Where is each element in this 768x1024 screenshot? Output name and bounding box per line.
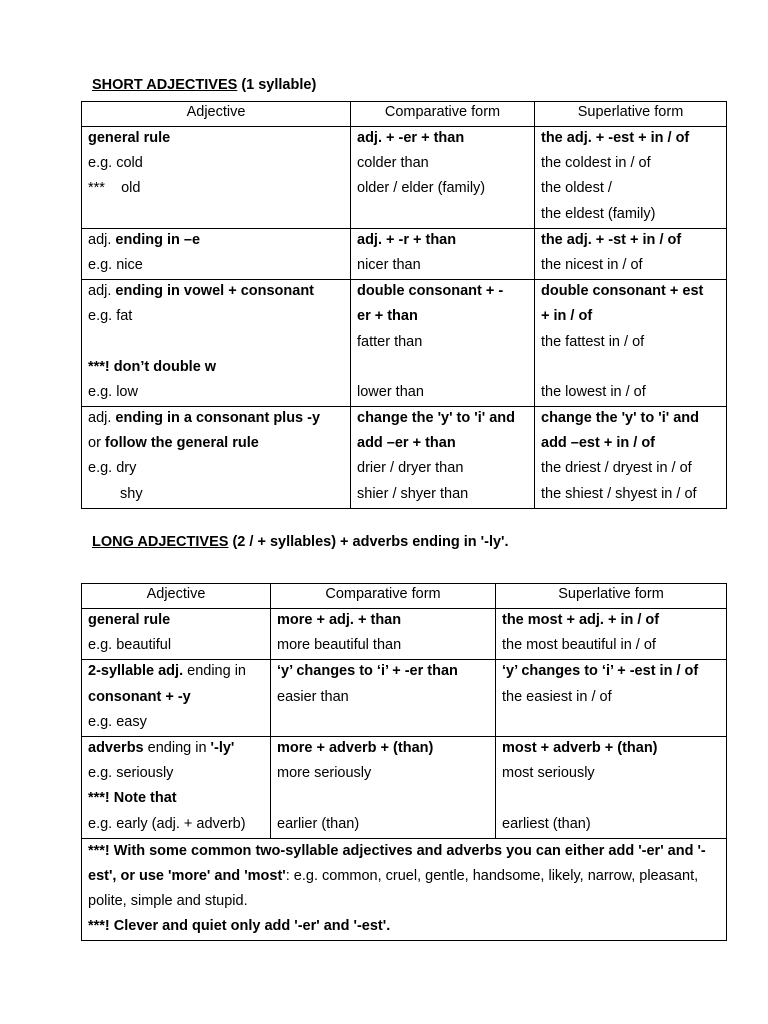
comparative-cell xyxy=(351,407,535,509)
blank-line xyxy=(541,356,720,381)
blank-line xyxy=(88,203,344,228)
example-note xyxy=(88,177,344,202)
superlative-example: the eldest (family) xyxy=(541,205,656,222)
short-adjectives-table xyxy=(81,101,727,509)
table-row xyxy=(82,660,727,737)
note-cell xyxy=(82,838,727,940)
comparative-rule: more + adverb + (than) xyxy=(277,739,434,756)
note-paragraph: ***! Clever and quiet only add '-er' and '-est'. xyxy=(88,918,391,935)
header-comparative: Comparative form xyxy=(271,584,496,609)
note-bold: ***! With some common two-syllable adjectives and adverbs you can either add '-er' and '-est', or use 'more' and 'most' xyxy=(88,842,706,884)
header-adjective: Adjective xyxy=(82,102,351,127)
superlative-example: the shiest / shyest in / of xyxy=(541,485,697,502)
superlative-example: the most beautiful in / of xyxy=(502,637,656,654)
comparative-example: nicer than xyxy=(357,256,421,273)
superlative-rule: change the 'y' to 'i' and xyxy=(541,410,700,427)
superlative-rule: the adj. + -est + in / of xyxy=(541,130,690,146)
adjective-cell xyxy=(82,127,351,229)
rule-bold: '-ly' xyxy=(210,739,235,756)
comparative-example: fatter than xyxy=(357,333,423,350)
rule-alt xyxy=(88,432,344,457)
example: e.g. dry xyxy=(88,460,137,477)
rule-prefix: adj. xyxy=(88,410,116,427)
superlative-example: the fattest in / of xyxy=(541,333,645,350)
example: e.g. fat xyxy=(88,308,133,325)
rule-rest: ending in xyxy=(143,739,211,756)
superlative-example: the coldest in / of xyxy=(541,155,651,172)
superlative-cell xyxy=(496,660,727,737)
blank-line xyxy=(277,787,489,812)
table-row xyxy=(82,609,727,660)
comparative-rule: double consonant + - xyxy=(357,283,504,300)
heading-underlined: LONG ADJECTIVES xyxy=(92,534,229,550)
header-superlative: Superlative form xyxy=(535,102,727,127)
exception-note: ***! Note that xyxy=(88,790,177,807)
example: e.g. early (adj. + adverb) xyxy=(88,815,246,832)
superlative-rule: the most + adj. + in / of xyxy=(502,612,660,628)
comparative-rule: ‘y’ changes to ‘i’ + -er than xyxy=(277,663,458,680)
superlative-example: the driest / dryest in / of xyxy=(541,460,692,477)
rule-bold: ending in vowel + consonant xyxy=(115,283,315,300)
table-header-row xyxy=(82,584,727,609)
comparative-cell xyxy=(351,127,535,229)
comparative-cell xyxy=(351,228,535,279)
example: shy xyxy=(120,485,143,502)
comparative-cell xyxy=(271,660,496,737)
table-row xyxy=(82,127,727,229)
rule-label: general rule xyxy=(88,612,171,628)
superlative-rule: add –est + in / of xyxy=(541,435,656,452)
superlative-rule: ‘y’ changes to ‘i’ + -est in / of xyxy=(502,663,699,680)
comparative-rule: change the 'y' to 'i' and xyxy=(357,410,516,427)
adjective-cell xyxy=(82,407,351,509)
heading-rest: (1 syllable) xyxy=(237,77,317,93)
superlative-rule: the adj. + -st + in / of xyxy=(541,231,682,248)
adjective-cell xyxy=(82,660,271,737)
superlative-rule: most + adverb + (than) xyxy=(502,739,658,756)
rule-bold: ending in –e xyxy=(115,231,201,248)
rule-label xyxy=(88,229,344,254)
rule-rest: ending in xyxy=(183,663,246,680)
superlative-cell xyxy=(496,736,727,838)
superlative-example: the nicest in / of xyxy=(541,256,643,273)
superlative-example: the oldest / xyxy=(541,180,612,197)
adjective-cell xyxy=(82,609,271,660)
rule-bold: adverbs xyxy=(88,739,144,756)
superlative-cell xyxy=(535,127,727,229)
superlative-cell xyxy=(535,407,727,509)
rule-prefix: or xyxy=(88,435,105,452)
heading-underlined: SHORT ADJECTIVES xyxy=(92,77,238,93)
rule-label xyxy=(88,407,344,432)
comparative-rule: er + than xyxy=(357,308,418,325)
table-header-row xyxy=(82,102,727,127)
adjective-cell xyxy=(82,228,351,279)
blank-line xyxy=(357,356,528,381)
example-word: old xyxy=(121,180,141,197)
example: e.g. seriously xyxy=(88,765,174,782)
rule-label xyxy=(88,737,264,762)
note-paragraph xyxy=(88,839,720,915)
superlative-rule: + in / of xyxy=(541,308,593,325)
comparative-example: colder than xyxy=(357,155,429,172)
superlative-rule: double consonant + est xyxy=(541,283,704,300)
short-adjectives-heading xyxy=(92,77,316,93)
table-row xyxy=(82,280,727,407)
comparative-example: more seriously xyxy=(277,765,372,782)
comparative-rule: adj. + -er + than xyxy=(357,130,465,146)
example: e.g. nice xyxy=(88,256,143,273)
example: e.g. beautiful xyxy=(88,637,172,654)
comparative-example: easier than xyxy=(277,688,349,705)
table-row xyxy=(82,407,727,509)
comparative-cell xyxy=(271,609,496,660)
rule-bold: follow the general rule xyxy=(104,435,259,452)
superlative-cell xyxy=(535,280,727,407)
header-comparative: Comparative form xyxy=(351,102,535,127)
example: e.g. cold xyxy=(88,155,143,172)
comparative-example: shier / shyer than xyxy=(357,485,469,502)
rule-prefix: adj. xyxy=(88,283,116,300)
rule-bold: ending in a consonant plus -y xyxy=(115,410,321,427)
superlative-cell xyxy=(535,228,727,279)
rule-prefix: adj. xyxy=(88,231,116,248)
header-adjective: Adjective xyxy=(82,584,271,609)
exception-note: ***! don’t double w xyxy=(88,358,217,375)
rule-label xyxy=(88,660,264,685)
long-adjectives-table xyxy=(81,583,727,941)
superlative-example: earliest (than) xyxy=(502,815,591,832)
comparative-rule: add –er + than xyxy=(357,435,456,452)
superlative-cell xyxy=(496,609,727,660)
rule-label xyxy=(88,280,344,305)
comparative-cell xyxy=(351,280,535,407)
heading-rest: (2 / + syllables) + adverbs ending in '-ly'. xyxy=(228,534,509,550)
superlative-example: the easiest in / of xyxy=(502,688,612,705)
example: e.g. low xyxy=(88,383,138,400)
comparative-cell xyxy=(271,736,496,838)
comparative-example: earlier (than) xyxy=(277,815,360,832)
comparative-rule: more + adj. + than xyxy=(277,612,402,628)
comparative-rule: adj. + -r + than xyxy=(357,231,457,248)
header-superlative: Superlative form xyxy=(496,584,727,609)
superlative-example: most seriously xyxy=(502,765,595,782)
long-adjectives-heading xyxy=(92,534,509,550)
superlative-example: the lowest in / of xyxy=(541,383,646,400)
table-row xyxy=(82,228,727,279)
rule-bold: 2-syllable adj. xyxy=(88,663,184,680)
rule-label: consonant + -y xyxy=(88,688,191,705)
note-mark: *** xyxy=(88,180,105,197)
blank-line xyxy=(502,787,720,812)
example: e.g. easy xyxy=(88,713,147,730)
comparative-example: lower than xyxy=(357,383,424,400)
blank-line xyxy=(88,331,344,356)
comparative-example: more beautiful than xyxy=(277,637,402,654)
table-row xyxy=(82,736,727,838)
comparative-example: drier / dryer than xyxy=(357,460,464,477)
note-rest: : e.g. common, cruel, gentle, handsome, likely, narrow, pleasant, polite, simple and stupid. xyxy=(88,867,699,910)
table-row xyxy=(82,838,727,940)
comparative-example: older / elder (family) xyxy=(357,180,486,197)
adjective-cell xyxy=(82,736,271,838)
rule-label: general rule xyxy=(88,130,171,146)
adjective-cell xyxy=(82,280,351,407)
